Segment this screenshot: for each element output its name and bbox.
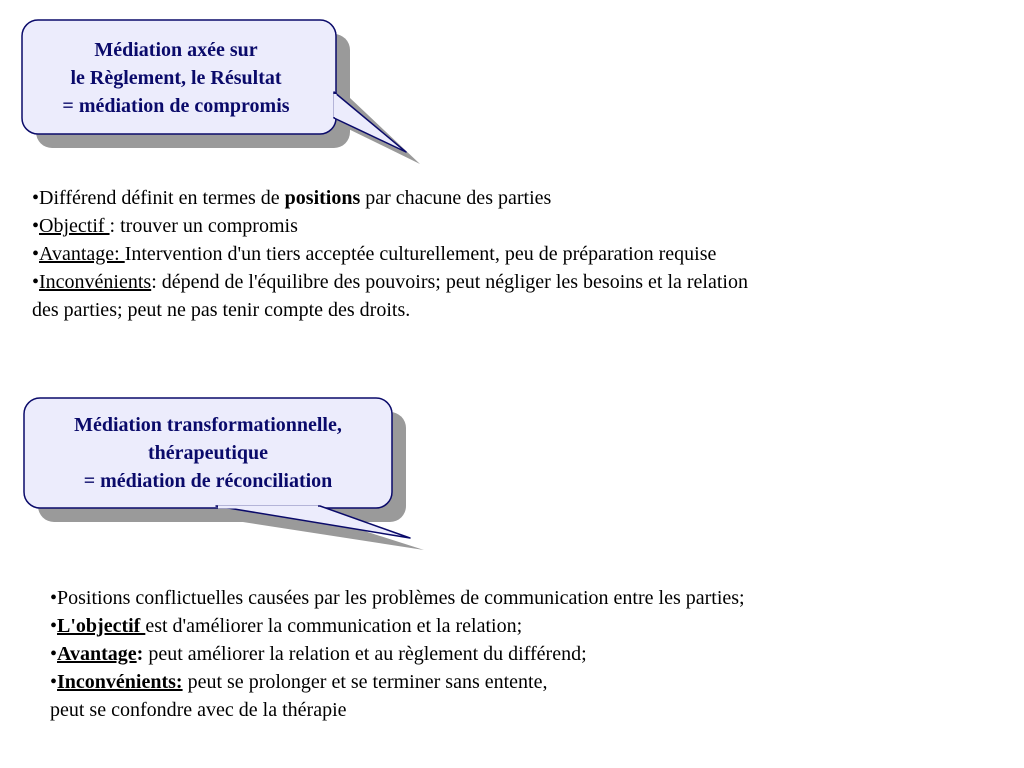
inconvenients-label: Inconvénients <box>39 271 152 293</box>
bullet: • <box>32 271 40 293</box>
section2-bullet-1 <box>50 584 745 612</box>
callout1-title-line: Médiation axée sur <box>94 39 258 61</box>
section2-bullet-4 <box>50 668 745 696</box>
section1-continuation: des parties; peut ne pas tenir compte des droits. <box>32 299 411 321</box>
text: Différend définit en termes de <box>39 187 285 209</box>
avantage-label: Avantage: <box>39 243 125 265</box>
section2-continuation: peut se confondre avec de la thérapie <box>50 699 347 721</box>
callout1-title-line: = médiation de compromis <box>62 95 290 117</box>
bullet: • <box>50 615 58 637</box>
section2-bullet-3 <box>50 640 745 668</box>
avantage-label: Avantage <box>57 643 137 665</box>
bullet: • <box>50 671 58 693</box>
text: est d'améliorer la communication et la relation; <box>145 615 523 637</box>
callout2-title <box>24 411 392 495</box>
objectif-label: L'objectif <box>57 615 146 637</box>
callout1-title <box>22 36 330 120</box>
text: : dépend de l'équilibre des pouvoirs; peut négliger les besoins et la relation <box>151 271 748 293</box>
section1-text <box>32 184 748 324</box>
objectif-label: Objectif <box>39 215 110 237</box>
callout1-title-line: le Règlement, le Résultat <box>70 67 282 89</box>
text: par chacune des parties <box>360 187 552 209</box>
text: Intervention d'un tiers acceptée culturellement, peu de préparation requise <box>124 243 717 265</box>
bullet: • <box>32 215 40 237</box>
bullet: • <box>32 243 40 265</box>
section1-bullet-4 <box>32 268 748 296</box>
section2-bullet-2 <box>50 612 745 640</box>
text: peut améliorer la relation et au règlement du différend; <box>143 643 587 665</box>
section1-bullet-1 <box>32 184 748 212</box>
text: : trouver un compromis <box>109 215 298 237</box>
bullet: • <box>50 587 58 609</box>
section1-bullet-3 <box>32 240 748 268</box>
bullet: • <box>32 187 40 209</box>
colon: : <box>136 643 144 665</box>
callout2-title-line: = médiation de réconciliation <box>83 470 333 492</box>
callout2-title-line: Médiation transformationnelle, <box>74 414 342 436</box>
inconvenients-label: Inconvénients: <box>57 671 183 693</box>
text: peut se prolonger et se terminer sans entente, <box>182 671 548 693</box>
section1-bullet-2 <box>32 212 748 240</box>
bullet: • <box>50 643 58 665</box>
positions-bold: positions <box>284 187 361 209</box>
text: Positions conflictuelles causées par les problèmes de communication entre les parties; <box>57 587 745 609</box>
callout2-title-line: thérapeutique <box>148 442 268 464</box>
section2-text <box>50 584 745 724</box>
